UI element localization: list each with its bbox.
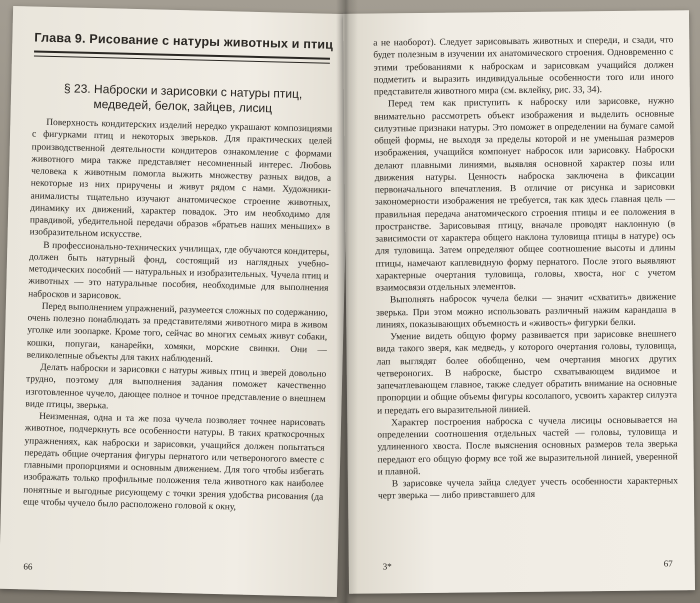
paragraph: В профессионально-технических училищах, где обучаются кондитеры, должен быть натурный фонд, состоящий из наглядных учебно-методических пособий — натуральных и изобразительных. Чучела птиц и животных — это натуральные пособия, необходимые для выполнения набросков и зарисовок. — [28, 240, 330, 302]
page-number: 66 — [23, 561, 33, 572]
paragraph: В зарисовке чучела зайца следует учесть особенности характерных черт зверька — либо привставшего для — [377, 476, 678, 502]
right-page — [343, 10, 695, 594]
paragraph: а не наоборот). Следует зарисовывать животных и спереди, и сзади, что будет полезным в изучении их анатомического строения. Одновременно с этими требованиями к наброскам и зарисовкам учащийся должен подметить и выразить индивидуальные особенности того или иного представителя животного мира (см. вклейку, рис. 33, 34). — [373, 35, 674, 98]
section-title: § 23. Наброски и зарисовки с натуры птиц, медведей, белок, зайцев, лисиц — [63, 81, 303, 116]
left-page-body — [23, 116, 332, 515]
page-number: 67 — [663, 558, 673, 569]
paragraph: Выполнять набросок чучела белки — значит «схватить» движение зверька. При этом можно использовать различный нажим карандаша в линиях, показывающих объемность и «живость» фигурки белки. — [376, 292, 677, 331]
paragraph: Делать наброски и зарисовки с натуры живых птиц и зверей довольно трудно, поэтому для выполнения задания поможет качественно изготовленное чучело, дающее полное и точное представление о внешнем виде птицы, зверька. — [25, 362, 327, 412]
paragraph: Поверхность кондитерских изделий нередко украшают композициями с фигурками птиц и некоторых зверьков. Для практических целей производственной деятельности кондитеров ознакомление с формами животного мира также представляет несомненный интерес. Любовь человека к животным помогла выжить множеству разных видов, а некоторые из них приручены и живут рядом с нами. Художники-анималисты тщательно изучают анатомическое строение животных, динамику их движений, характер повадок. Это им необходимо для правдивой, убедительной передачи образов «братьев наших меньших» в изобразительном искусстве. — [29, 117, 333, 241]
right-page-body — [373, 34, 678, 503]
paragraph: Умение видеть общую форму развивается при зарисовке внешнего вида такого зверя, как медведь, у которого очертания головы, туловища, лап выглядят более обобщенно, чем очертания многих других четвероногих. В наброске, быстро схватывающем видимое и запечатлевающем главное, также следует обратить внимание на основные пропорции и общие объемы фигуры косолапого, усвоить характер силуэта и передать его выразительной линией. — [376, 329, 678, 416]
left-page — [0, 6, 351, 597]
paragraph: Неизменная, одна и та же поза чучела позволяет точнее нарисовать животное, подчеркнуть все особенности натуры. В таких краткосрочных упражнениях, как наброски и зарисовки, учащийся должен попытаться передать общие очертания фигуры пернатого или четвероногого вместе с главными пропорциями и основным движением. Для того чтобы избегать изображать только профильные положения тела животного как наиболее понятные и выгодные рисующему с точки зрения удобства рисования (да еще чтобы чучело было расположено головой к окну, — [22, 411, 326, 513]
chapter-header: Глава 9. Рисование с натуры животных и птиц — [34, 30, 330, 59]
paragraph: Характер построения наброска с чучела лисицы основывается на определении соотношения отдельных частей — головы, туловища и удлиненного хвоста. После выяснения основных размеров тела зверька передают его общую форму все той же выразительной линией, уверенной и плавной. — [377, 415, 678, 478]
paragraph: Перед выполнением упражнений, разумеется сложных по содержанию, очень полезно понаблюдать за представителями животного мира в живом уголке или зоопарке. Кроме того, сейчас во многих семьях живут собаки, кошки, попугаи, канарейки, хомяки, морские свинки. Они — великолепные объекты для таких наблюдений. — [26, 301, 328, 365]
paragraph: Перед тем как приступить к наброску или зарисовке, нужно внимательно рассмотреть объект изображения и выделить основные силуэтные признаки натуры. Это поможет в определении на бумаге самой общей формы, не выходя за пределы которой и не уменьшая размеров изображения, учащийся компонует набросок или зарисовку. Наброски делают плавными линиями, выявляя основной характер позы или движения натуры. Ценность наброска заключена в фиксации первоначального впечатления. В отличие от рисунка и зарисовки закономерности изображения не требуется, так как здесь главная цель — правильная передача анатомического строения птицы и ее положения в пространстве. Зарисовывая птицу, вначале проводят наклонную (в зависимости от характера общего наклона туловища птицы в натуре) ось для туловища. Затем определяют общее соотношение высоты и длины птицы, намечают каплевидную форму пернатого. После этого выявляют характерные очертания туловища, головы, хвоста, ног с учетом взаимосвязи отдельных элементов. — [374, 96, 676, 294]
signature-mark: 3* — [382, 561, 392, 572]
